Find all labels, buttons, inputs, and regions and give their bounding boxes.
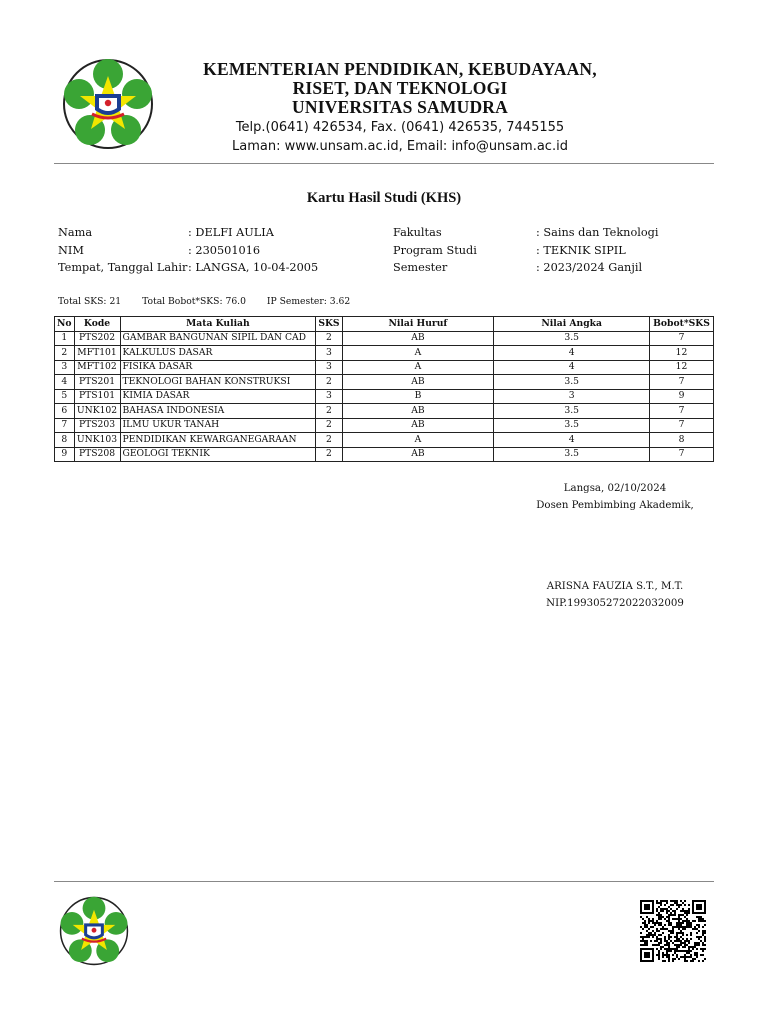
table-cell: ILMU UKUR TANAH (120, 418, 316, 433)
fakultas-value: : Sains dan Teknologi (536, 226, 659, 239)
table-cell: 3 (316, 346, 342, 361)
table-cell: B (342, 389, 494, 404)
table-cell: 7 (650, 418, 714, 433)
signer-name: ARISNA FAUZIA S.T., M.T. (546, 581, 684, 592)
table-cell: 2 (55, 346, 75, 361)
table-cell: 3 (316, 360, 342, 375)
column-header: Nilai Angka (494, 317, 650, 332)
table-cell: BAHASA INDONESIA (120, 404, 316, 419)
table-cell: PTS201 (74, 375, 120, 390)
table-cell: 5 (55, 389, 75, 404)
table-row (55, 389, 714, 404)
table-cell: 3 (316, 389, 342, 404)
column-header: Mata Kuliah (120, 317, 316, 332)
column-header: Nilai Huruf (342, 317, 494, 332)
table-cell: 1 (55, 331, 75, 346)
table-row (55, 346, 714, 361)
document-title: Kartu Hasil Studi (KHS) (306, 190, 462, 206)
table-cell: PTS208 (74, 447, 120, 462)
nim-label: NIM (58, 243, 84, 257)
table-cell: AB (342, 447, 494, 462)
table-cell: 2 (316, 331, 342, 346)
table-cell: PENDIDIKAN KEWARGANEGARAAN (120, 433, 316, 448)
fakultas-label: Fakultas (393, 226, 442, 239)
prodi-label: Program Studi (393, 243, 477, 257)
table-row (55, 447, 714, 462)
column-header: SKS (316, 317, 342, 332)
table-cell: 8 (650, 433, 714, 448)
signer-nip: NIP.199305272022032009 (546, 598, 684, 609)
total-bobot: Total Bobot*SKS: 76.0 (142, 296, 246, 307)
table-cell: PTS202 (74, 331, 120, 346)
table-cell: 3.5 (494, 418, 650, 433)
table-cell: AB (342, 404, 494, 419)
table-cell: 9 (650, 389, 714, 404)
table-cell: KIMIA DASAR (120, 389, 316, 404)
table-cell: PTS101 (74, 389, 120, 404)
table-cell: UNK102 (74, 404, 120, 419)
table-cell: A (342, 346, 494, 361)
table-cell: KALKULUS DASAR (120, 346, 316, 361)
table-cell: AB (342, 418, 494, 433)
table-row (55, 375, 714, 390)
table-cell: 3.5 (494, 447, 650, 462)
university-name: UNIVERSITAS SAMUDRA (292, 97, 508, 117)
contact-phone: Telp.(0641) 426534, Fax. (0641) 426535, 7445155 (235, 120, 565, 135)
table-cell: 3 (55, 360, 75, 375)
column-header: Bobot*SKS (650, 317, 714, 332)
table-cell: UNK103 (74, 433, 120, 448)
table-row (55, 360, 714, 375)
nim-value: : 230501016 (188, 243, 261, 257)
student-info-values-right (536, 224, 659, 277)
header-divider (54, 163, 714, 164)
table-cell: AB (342, 375, 494, 390)
courses-table (54, 316, 714, 462)
table-cell: 7 (650, 331, 714, 346)
ttl-value: : LANGSA, 10-04-2005 (188, 261, 319, 274)
table-cell: FISIKA DASAR (120, 360, 316, 375)
place-date: Langsa, 02/10/2024 (563, 483, 667, 494)
table-cell: 8 (55, 433, 75, 448)
table-cell: 4 (55, 375, 75, 390)
ip-semester: IP Semester: 3.62 (266, 296, 351, 307)
semester-value: : 2023/2024 Ganjil (536, 261, 643, 274)
nama-label: Nama (58, 226, 93, 239)
table-cell: 7 (650, 404, 714, 419)
ministry-name-line2: RISET, DAN TEKNOLOGI (292, 78, 508, 98)
table-cell: 4 (494, 346, 650, 361)
table-cell: 3.5 (494, 404, 650, 419)
table-cell: 12 (650, 360, 714, 375)
table-row (55, 404, 714, 419)
qr-code-icon (640, 900, 706, 962)
ttl-label: Tempat, Tanggal Lahir (58, 261, 188, 274)
signature-name-block (520, 578, 710, 612)
table-cell: 7 (650, 447, 714, 462)
table-cell: 9 (55, 447, 75, 462)
signature-place-block (520, 480, 710, 514)
table-cell: AB (342, 331, 494, 346)
table-cell: 4 (494, 433, 650, 448)
student-info-values-left (188, 224, 318, 277)
column-header: Kode (74, 317, 120, 332)
table-cell: MFT102 (74, 360, 120, 375)
table-cell: PTS203 (74, 418, 120, 433)
table-cell: GEOLOGI TEKNIK (120, 447, 316, 462)
ministry-name-line1: KEMENTERIAN PENDIDIKAN, KEBUDAYAAN, (203, 59, 597, 79)
table-cell: 4 (494, 360, 650, 375)
table-cell: 2 (316, 418, 342, 433)
table-row (55, 433, 714, 448)
table-cell: TEKNOLOGI BAHAN KONSTRUKSI (120, 375, 316, 390)
totals-summary (58, 296, 368, 307)
footer-divider (54, 881, 714, 882)
table-cell: A (342, 360, 494, 375)
table-cell: 2 (316, 447, 342, 462)
table-cell: GAMBAR BANGUNAN SIPIL DAN CAD (120, 331, 316, 346)
table-cell: 3.5 (494, 375, 650, 390)
student-info-labels-left (58, 224, 187, 277)
nama-value: : DELFI AULIA (188, 226, 274, 239)
column-header: No (55, 317, 75, 332)
table-cell: 2 (316, 433, 342, 448)
table-cell: 2 (316, 375, 342, 390)
table-cell: 7 (650, 375, 714, 390)
table-cell: 3 (494, 389, 650, 404)
prodi-value: : TEKNIK SIPIL (536, 243, 626, 257)
table-cell: 3.5 (494, 331, 650, 346)
table-cell: A (342, 433, 494, 448)
table-row (55, 418, 714, 433)
letterhead (140, 60, 660, 155)
table-cell: MFT101 (74, 346, 120, 361)
semester-label: Semester (393, 261, 448, 274)
signer-role: Dosen Pembimbing Akademik, (536, 500, 694, 511)
table-row (55, 331, 714, 346)
contact-web: Laman: www.unsam.ac.id, Email: info@unsam.ac.id (232, 139, 568, 154)
table-cell: 7 (55, 418, 75, 433)
table-header-row (55, 317, 714, 332)
table-cell: 12 (650, 346, 714, 361)
total-sks: Total SKS: 21 (58, 296, 122, 307)
university-logo-icon (56, 894, 132, 968)
table-cell: 2 (316, 404, 342, 419)
table-cell: 6 (55, 404, 75, 419)
student-info-labels-right (393, 224, 477, 277)
